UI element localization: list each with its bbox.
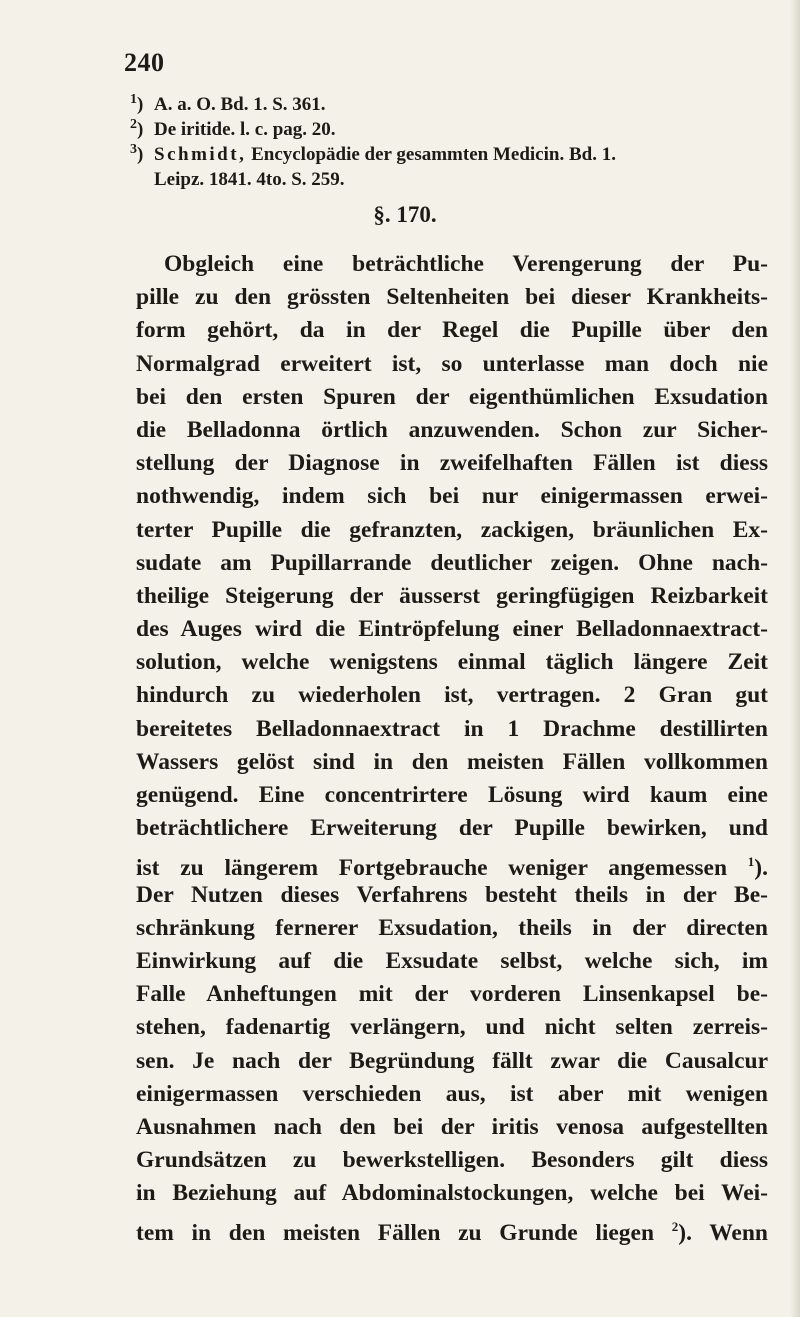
text-line: stehen, fadenartig verlängern, und nicht selten zerreis- — [136, 1014, 768, 1041]
footnote-2 — [130, 117, 770, 142]
footnote-3 — [130, 142, 770, 167]
section-heading: §. 170. — [373, 202, 437, 227]
text-line-content: ist zu längerem Fortgebrauche weniger angemessen — [136, 855, 728, 882]
footnotes — [130, 92, 770, 192]
text-line: bereitetes Belladonnaextract in 1 Drachme destillirten — [136, 715, 768, 742]
text-line: einigermassen verschieden aus, ist aber mit wenigen — [136, 1080, 768, 1107]
footnote-author: Schmidt, — [154, 144, 247, 165]
text-line: Grundsätzen zu bewerkstelligen. Besonders gilt diess — [136, 1147, 768, 1174]
text-line: sudate am Pupillarrande deutlicher zeigen. Ohne nach- — [136, 549, 768, 576]
text-line: Einwirkung auf die Exsudate selbst, welche sich, im — [136, 947, 768, 974]
text-line-content: tem in den meisten Fällen zu Grunde liegen — [136, 1220, 655, 1247]
footnote-mark: 2) — [130, 117, 144, 140]
footnote-text: A. a. O. Bd. 1. S. 361. — [154, 94, 326, 115]
text-line: form gehört, da in der Regel die Pupille über den — [136, 317, 768, 344]
footnote-text: Encyclopädie der gesammten Medicin. Bd. 1. — [251, 144, 616, 165]
text-line: des Auges wird die Eintröpfelung einer Belladonnaextract- — [136, 616, 768, 643]
text-line: Der Nutzen dieses Verfahrens besteht theils in der Be- — [136, 881, 768, 908]
text-line: Normalgrad erweitert ist, so unterlasse man doch nie — [136, 350, 768, 377]
footnote-1 — [130, 92, 770, 117]
text-line: Obgleich eine beträchtliche Verengerung der Pu- — [164, 251, 768, 277]
text-line: pille zu den grössten Seltenheiten bei dieser Krankheits- — [136, 284, 768, 311]
footnote-ref: 1 — [747, 854, 755, 870]
text-line: schränkung fernerer Exsudation, theils in der directen — [136, 914, 768, 941]
text-line-with-footnote: tem in den meisten Fällen zu Grunde liegen $^2$). Wenn — [136, 1219, 768, 1247]
paragraph — [136, 248, 768, 1247]
footnote-mark: 1) — [130, 92, 144, 115]
text-line: die Belladonna örtlich anzuwenden. Schon zur Sicher- — [136, 416, 768, 443]
text-line: hindurch zu wiederholen ist, vertragen. 2 Gran gut — [136, 682, 768, 709]
text-line: theilige Steigerung der äusserst geringfügigen Reizbarkeit — [136, 582, 768, 609]
text-line: Ausnahmen nach den bei der iritis venosa aufgestellten — [136, 1113, 768, 1140]
footnote-ref: 2 — [671, 1219, 679, 1235]
text-line: terter Pupille die gefranzten, zackigen, bräunlichen Ex- — [136, 516, 768, 543]
text-line: beträchtlichere Erweiterung der Pupille bewirken, und — [136, 815, 768, 842]
text-line: solution, welche wenigstens einmal täglich längere Zeit — [136, 649, 768, 676]
text-line: bei den ersten Spuren der eigenthümlichen Exsudation — [136, 383, 768, 410]
text-line: stellung der Diagnose in zweifelhaften Fällen ist diess — [136, 450, 768, 477]
text-line: nothwendig, indem sich bei nur einigermassen erwei- — [136, 483, 768, 510]
footnote-text: De iritide. l. c. pag. 20. — [154, 119, 336, 140]
footnote-mark: 3) — [130, 142, 144, 165]
text-line: sen. Je nach der Begründung fällt zwar die Causalcur — [136, 1047, 768, 1074]
text-line: in Beziehung auf Abdominalstockungen, welche bei Wei- — [136, 1180, 768, 1207]
page-number: 240 — [124, 48, 165, 77]
text-line-end: Wenn — [709, 1220, 768, 1247]
text-line-with-footnote: ist zu längerem Fortgebrauche weniger angemessen $^1$). — [136, 854, 768, 882]
text-line: genügend. Eine concentrirtere Lösung wird kaum eine — [136, 782, 768, 808]
text-line: Wassers gelöst sind in den meisten Fällen vollkommen — [136, 748, 768, 775]
footnote-3-continuation: Leipz. 1841. 4to. S. 259. — [154, 169, 345, 190]
page-edge-shadow — [790, 0, 800, 1317]
text-line: Falle Anheftungen mit der vorderen Linsenkapsel be- — [136, 981, 768, 1008]
